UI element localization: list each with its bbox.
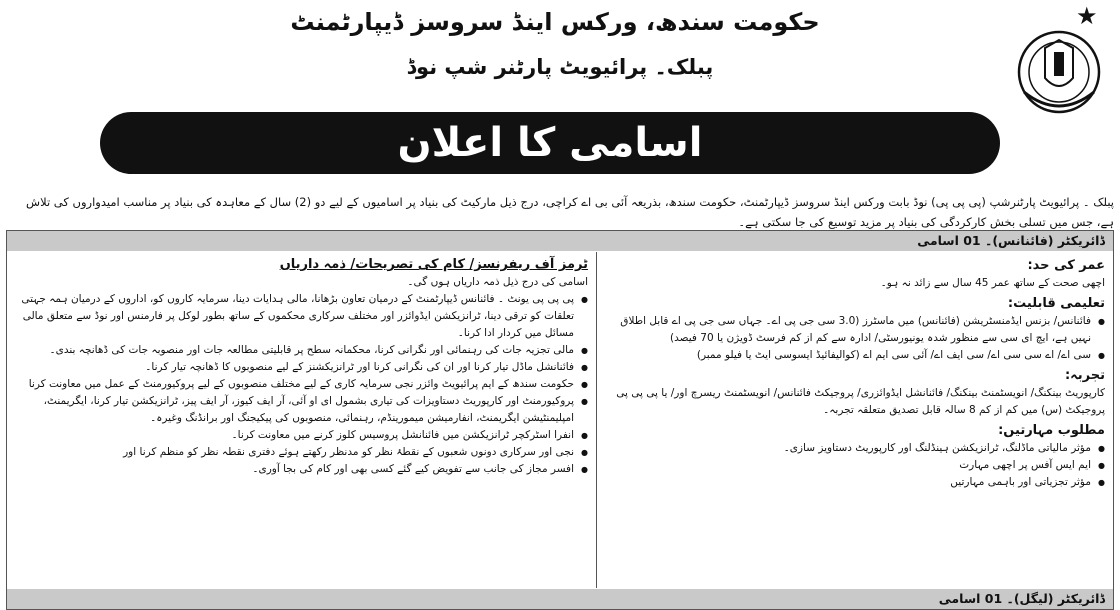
requirements-column: [597, 252, 1113, 588]
experience-text: کارپوریٹ بینکنگ/ انویسٹمنٹ بینکنگ/ فائنانشل ایڈوائزری/ پروجیکٹ فائنانس/ انویسٹمنٹ ریسرچ اور/ یا پی پی پی پروجیکٹ (س) میں کم از کم 8 سالہ قابل تصدیق متعلقہ تجربہ۔: [616, 387, 1105, 416]
age-text: اچھی صحت کے ساتھ عمر 45 سال سے زائد نہ ہو۔: [880, 277, 1105, 289]
vacancy-banner: اسامی کا اعلان: [100, 112, 1000, 174]
list-item: ● فائنانس/ بزنس ایڈمنسٹریشن (فائنانس) میں ماسٹرز (3.0 سی جی پی اے۔ جہاں سی جی پی اے قابل اطلاق نہیں ہے، ایچ ای سی سے منظور شدہ یونیورسٹی/ ادارہ سے کم از کم فرسٹ ڈویژن یا 70 فیصد): [605, 313, 1105, 347]
list-item: ● انفرا اسٹرکچر ٹرانزیکشن میں فائنانشل پروسیس کلوز کرنے میں معاونت کرنا۔: [15, 427, 588, 444]
list-item: ● نجی اور سرکاری دونوں شعبوں کے نقطۂ نظر کو مدنظر رکھتے ہوئے دفتری نقطہ نظر کو منظم کرنا اور: [15, 444, 588, 461]
list-item: ● ایم ایس آفس پر اچھی مہارت: [605, 457, 1105, 474]
list-item: ● پی پی پی یونٹ ۔ فائنانس ڈیپارٹمنٹ کے درمیان تعاون بڑھانا، مالی ہدایات دینا، سرمایہ کاروں کو، اداروں کے درمیان ہمہ جہتی تعلقات کو ترقی دینا، ٹرانزیکشن ایڈوائزر اور مختلف سرکاری محکموں کے ساتھ بطور لوکل پر فارمنس اور نوڈ سے متعلق مالی مسائل میں کردار ادا کرنا۔: [15, 291, 588, 342]
skills-list: [605, 440, 1105, 491]
government-seal-icon: [1010, 28, 1108, 116]
tor-lead: اسامی کی درج ذیل ذمہ داریاں ہوں گی۔: [407, 276, 588, 288]
star-icon: ★: [1076, 2, 1098, 30]
education-heading: تعلیمی قابلیت:: [1007, 296, 1105, 311]
education-list: [605, 313, 1105, 364]
terms-of-reference-column: [7, 252, 597, 588]
unit-heading: پبلک۔ پرائیویٹ پارٹنر شپ نوڈ: [406, 55, 714, 79]
vacancy-table: [6, 230, 1114, 610]
list-item: ● فائنانشل ماڈل تیار کرنا اور ان کی نگرانی کرنا اور ٹرانزیکشنز کے لیے منصوبوں کا ڈھانچہ تیار کرنا۔: [15, 359, 588, 376]
post-title-legal: ڈائریکٹر (لیگل)۔ 01 اسامی: [7, 589, 1113, 609]
age-heading: عمر کی حد:: [1027, 258, 1105, 273]
list-item: ● مالی تجزیہ جات کی رہنمائی اور نگرانی کرنا، محکمانہ سطح پر قابلیتی مطالعہ جات اور منصوبہ جات کی ڈھانچہ بندی۔: [15, 342, 588, 359]
list-item: ● حکومت سندھ کے ایم پرائیویٹ وائزر نجی سرمایہ کاری کے لیے مختلف منصوبوں کے لیے پروکیورمنٹ کے عمل میں معاونت کرنا: [15, 376, 588, 393]
skills-heading: مطلوب مہارتیں:: [998, 423, 1105, 438]
department-heading: حکومت سندھ، ورکس اینڈ سروسز ڈیپارٹمنٹ: [290, 8, 820, 36]
list-item: ● مؤثر تجزیاتی اور باہمی مہارتیں: [605, 474, 1105, 491]
list-item: ● افسر مجاز کی جانب سے تفویض کیے گئے کسی بھی اور کام کی بجا آوری۔: [15, 461, 588, 478]
list-item: ● سی اے/ اے سی سی اے/ سی ایف اے/ آئی سی ایم اے (کوالیفائیڈ ایسوسی ایٹ یا فیلو ممبر): [605, 347, 1105, 364]
tor-list: [15, 291, 588, 478]
list-item: ● پروکیورمنٹ اور کارپوریٹ دستاویزات کی تیاری بشمول ای او آئی، آر ایف کیوز، آر ایف پیز، ٹرانزیکشن تیار کرنا، ایگریمنٹ، امپلیمنٹیشن ایگریمنٹ، انفارمیشن میمورینڈم، رہنمائی، منصوبوں کی پیکیجنگ اور برانڈنگ وغیرہ۔: [15, 393, 588, 427]
experience-heading: تجربہ:: [1064, 368, 1105, 383]
list-item: ● مؤثر مالیاتی ماڈلنگ، ٹرانزیکشن ہینڈلنگ اور کارپوریٹ دستاویز سازی۔: [605, 440, 1105, 457]
post-title-finance: ڈائریکٹر (فائنانس)۔ 01 اسامی: [7, 231, 1113, 251]
tor-heading: ٹرمز آف ریفرنسز/ کام کی تصریحات/ ذمہ داریاں: [279, 257, 588, 272]
intro-paragraph: پبلک ۔ پرائیویٹ پارٹنرشپ (پی پی پی) نوڈ بابت ورکس اینڈ سروسز ڈیپارٹمنٹ، حکومت سندھ، بذریعہ آئی بی اے کراچی، درج ذیل مارکیٹ کی بنیاد پر اسامیوں کے لیے دو (2) سال کے معاہدہ کی بنیاد پر مناسب امیدواروں کی تلاش ہے، جس میں تسلی بخش کارکردگی کی بنیاد پر مزید توسیع کی جا سکتی ہے۔: [26, 195, 1114, 229]
